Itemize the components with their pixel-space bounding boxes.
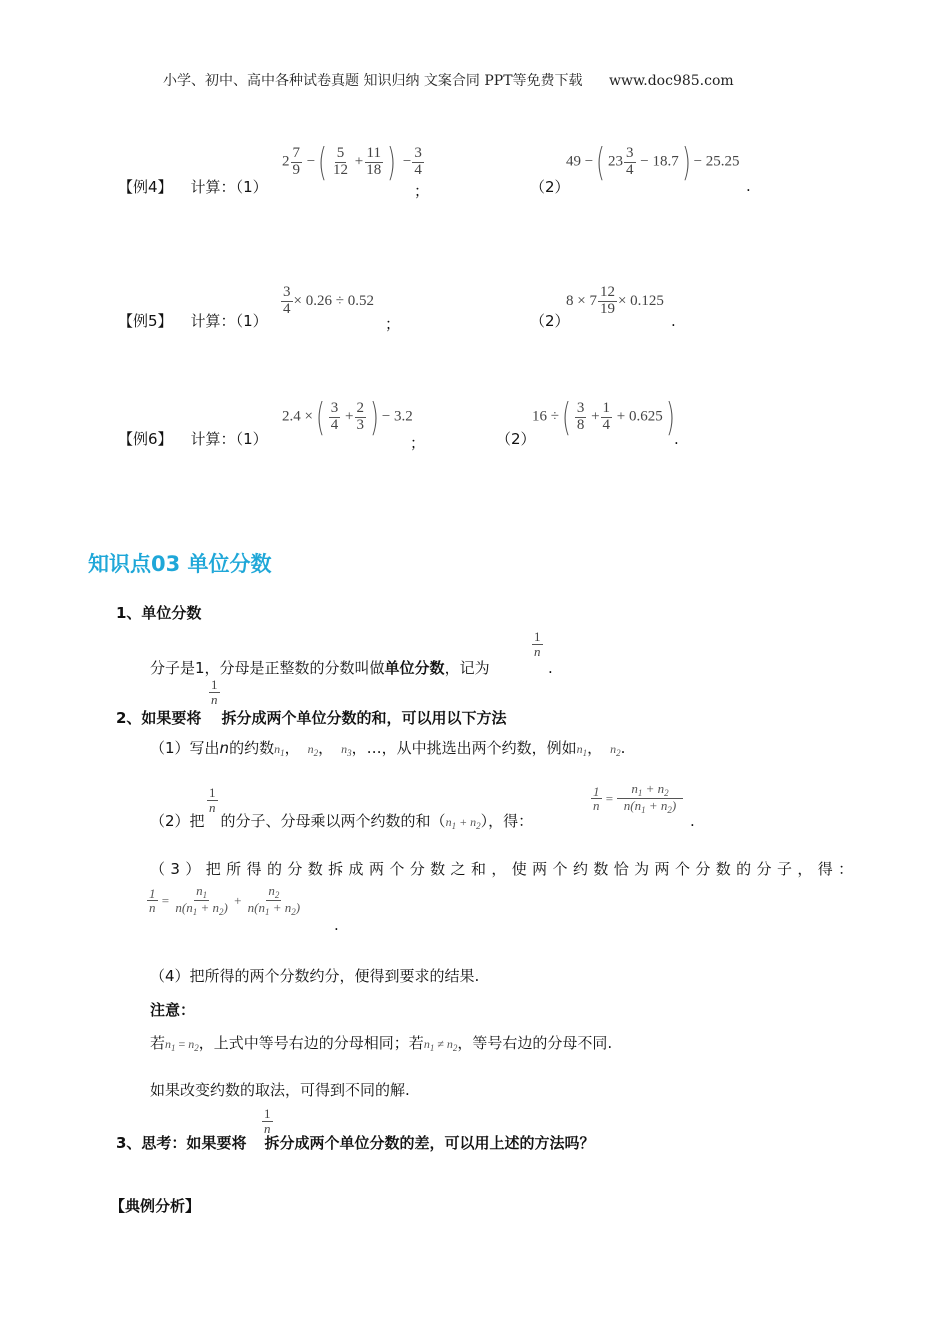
point-2-title: 2、如果要将 拆分成两个单位分数的和，可以用以下方法	[116, 709, 507, 727]
step-3-end: .	[334, 916, 339, 934]
example-4-expr-1: 2 $\frac{7}{9}$ −( $\frac{5}{12}$ + $\frac{11}{18}$ ) − $\frac{3}{4}$	[282, 140, 422, 184]
unit-fraction-4: $\frac{1}{n}$	[264, 1106, 271, 1136]
example-5-sep: ；	[385, 315, 401, 333]
unit-fraction-1: $\frac{1}{n}$	[534, 629, 541, 659]
example-6-sep: ；	[410, 434, 426, 452]
point-1-text: 分子是1，分母是正整数的分数叫做单位分数，记为	[150, 659, 490, 677]
example-4-sep: ；	[414, 182, 430, 200]
note-line-1: 若$n_1 = n_2$，上式中等号右边的分母相同；若$n_1 \ne n_2$，等号右边的分母不同.	[150, 1034, 613, 1053]
typical-examples-label: 【典例分析】	[110, 1197, 201, 1215]
example-4-expr-2: 49 −( 23 $\frac{3}{4}$ − 18.7) − 25.25	[566, 140, 740, 184]
step-4: （4）把所得的两个分数约分，便得到要求的结果.	[150, 967, 480, 985]
step-3: （3）把所得的分数拆成两个分数之和，使两个约数恰为两个分数的分子，得：	[150, 860, 859, 878]
point-3-title: 3、思考：如果要将 拆分成两个单位分数的差，可以用上述的方法吗？	[116, 1134, 595, 1152]
unit-fraction-3: $\frac{1}{n}$	[209, 785, 216, 815]
example-5-end: .	[671, 312, 676, 330]
step-2: （2）把 的分子、分母乘以两个约数的和$(n_1 + n_2)$，得：	[150, 812, 534, 831]
example-5-label: 【例5】 计算：（1）	[118, 312, 268, 330]
step-3-formula: $\frac{1}{n}$ = $\frac{n_1}{n(n_1 + n_2)}$ + $\frac{n_2}{n(n_1 + n_2)}$	[149, 883, 301, 918]
example-6-expr-2: 16 ÷( $\frac{3}{8}$ + $\frac{1}{4}$ + 0.625)	[532, 395, 675, 439]
example-4-part2-label: （2）	[530, 178, 570, 196]
header-url: www.doc985.com	[608, 73, 734, 89]
example-4-label: 【例4】 计算：（1）	[118, 178, 268, 196]
example-6-part2-label: （2）	[496, 430, 536, 448]
point-1-title: 1、单位分数	[116, 604, 202, 622]
example-6-expr-1: 2.4 ×( $\frac{3}{4}$ + $\frac{2}{3}$ ) − 3.2	[282, 395, 413, 439]
page-header	[163, 70, 734, 90]
step-2-formula: $\frac{1}{n}$ = $\frac{n_1 + n_2}{n(n_1 + n_2)}$	[590, 782, 684, 816]
header-text: 小学、初中、高中各种试卷真题 知识归纳 文案合同 PPT等免费下载	[163, 73, 583, 89]
note-line-2: 如果改变约数的取法，可得到不同的解.	[150, 1081, 410, 1099]
point-1-end: .	[548, 659, 553, 677]
example-5-part2-label: （2）	[530, 312, 570, 330]
step-2-end: .	[690, 812, 695, 830]
example-5-expr-1: $\frac{3}{4}$ × 0.26 ÷ 0.52	[283, 284, 374, 317]
example-4-end: .	[746, 177, 751, 195]
section-title: 知识点03 单位分数	[88, 552, 272, 576]
example-6-label: 【例6】 计算：（1）	[118, 430, 268, 448]
example-5-expr-2: 8 × 7 $\frac{12}{19}$ × 0.125	[566, 284, 664, 317]
unit-fraction-2: $\frac{1}{n}$	[211, 677, 218, 707]
note-title: 注意：	[150, 1001, 196, 1019]
example-6-end: .	[674, 430, 679, 448]
step-1: （1）写出n的约数$n_1$， $n_2$， $n_3$，…，从中挑选出两个约数，例如$n_1$， $n_2$.	[150, 739, 626, 758]
